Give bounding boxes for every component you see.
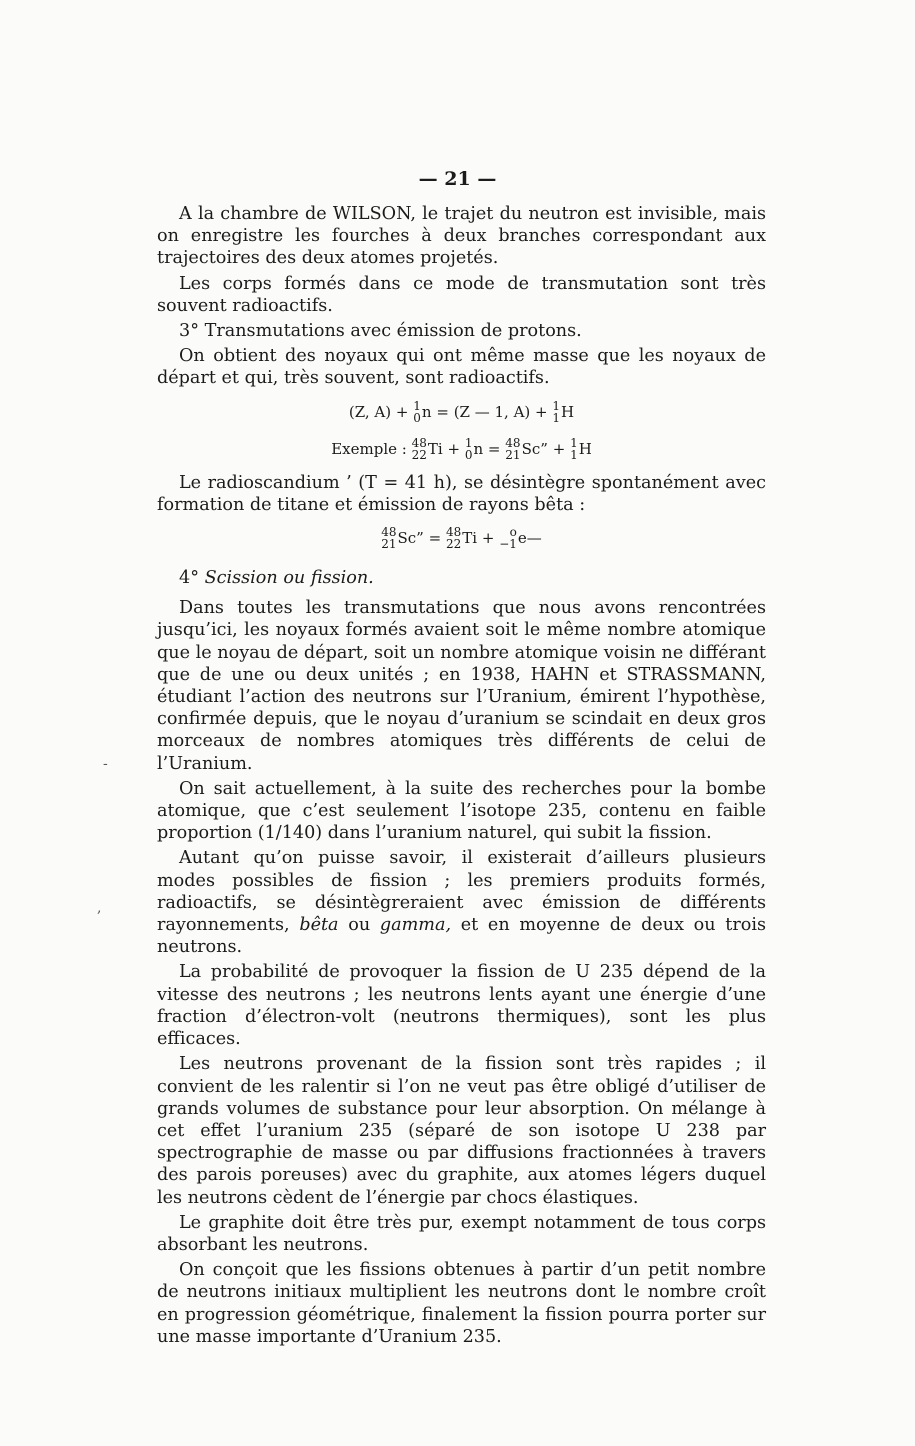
paragraph: On conçoit que les fissions obtenues à partir d’un petit nombre de neutrons initiaux multiplient les neutrons dont le nombre croît en progression géométrique, finalement la fission pourra porter sur une masse importante d’Uranium 235. [157, 1260, 766, 1347]
paragraph: Dans toutes les transmutations que nous avons rencontrées jusqu’ici, les noyaux formés avaient soit le même nombre atomique que le noyau de départ, soit un nombre atomique voisin ne différant que de une ou deux unités ; en 1938, HAHN et STRASSMANN, étudiant l’action des neutrons sur l’Uranium, émirent l’hypothèse, confirmée depuis, que le noyau d’uranium se scindait en deux gros morceaux de nombres atomiques très différents de celui de l’Uranium. [157, 598, 766, 774]
paragraph: Le graphite doit être très pur, exempt notamment de tous corps absorbant les neutrons. [157, 1212, 766, 1255]
paragraph: On sait actuellement, à la suite des recherches pour la bombe atomique, que c’est seulement l’isotope 235, contenu en faible proportion (1/140) dans l’uranium naturel, qui subit la fission. [157, 778, 766, 844]
section-heading-3: 3° Transmutations avec émission de protons. [179, 321, 582, 342]
paragraph: Autant qu’on puisse savoir, il existerait d’ailleurs plusieurs modes possibles de fission ; les premiers produits formés, radioactifs, se désintègreraient avec émission de différents rayonnements, bêta ou gamma, et en moyenne de deux ou trois neutrons. [157, 848, 767, 958]
neutron-isotope: 1 0 [413, 398, 421, 425]
formula-general: (Z, A) + 1 0 n = (Z — 1, A) + 1 1 H [348, 398, 575, 425]
paragraph: Les corps formés dans ce mode de transmutation sont très souvent radioactifs. [157, 273, 766, 316]
page-number: — 21 — [418, 168, 497, 190]
margin-mark: - [103, 756, 108, 772]
formula-example: Exemple : 48 22 Ti + 1 0 n = 48 21 Sc” + 1 1 H [331, 435, 592, 462]
paragraph: Le radioscandium ’ (T = 41 h), se désintègre spontanément avec formation de titane et émission de rayons bêta : [157, 472, 766, 515]
section-heading-4: 4° Scission ou fission. [179, 568, 374, 589]
paragraph: On obtient des noyaux qui ont même masse que les noyaux de départ et qui, très souvent, sont radioactifs. [157, 346, 766, 389]
proton-isotope: 1 1 [552, 398, 561, 425]
body-text [157, 203, 766, 1348]
paragraph: A la chambre de WILSON, le trajet du neutron est invisible, mais on enregistre les fourches à deux branches correspondant aux trajectoires des deux atomes projetés. [157, 204, 766, 269]
paragraph: La probabilité de provoquer la fission de U 235 dépend de la vitesse des neutrons ; les neutrons lents ayant une énergie d’une fraction d’électron-volt (neutrons thermiques), sont les plus efficaces. [157, 962, 766, 1050]
margin-mark: , [97, 900, 102, 916]
formula-decay: 48 21 Sc” = 48 22 Ti + o −1 e— [381, 525, 542, 552]
paragraph: Les neutrons provenant de la fission sont très rapides ; il convient de les ralentir si l’on ne veut pas être obligé d’utiliser de grands volumes de substance pour leur absorption. On mélange à cet effet l’uranium 235 (séparé de son isotope U 238 par spectrographie de masse ou par diffusions fractionnées à travers des parois poreuses) avec du graphite, aux atomes légers duquel les neutrons cèdent de l’énergie par chocs élastiques. [157, 1054, 766, 1208]
